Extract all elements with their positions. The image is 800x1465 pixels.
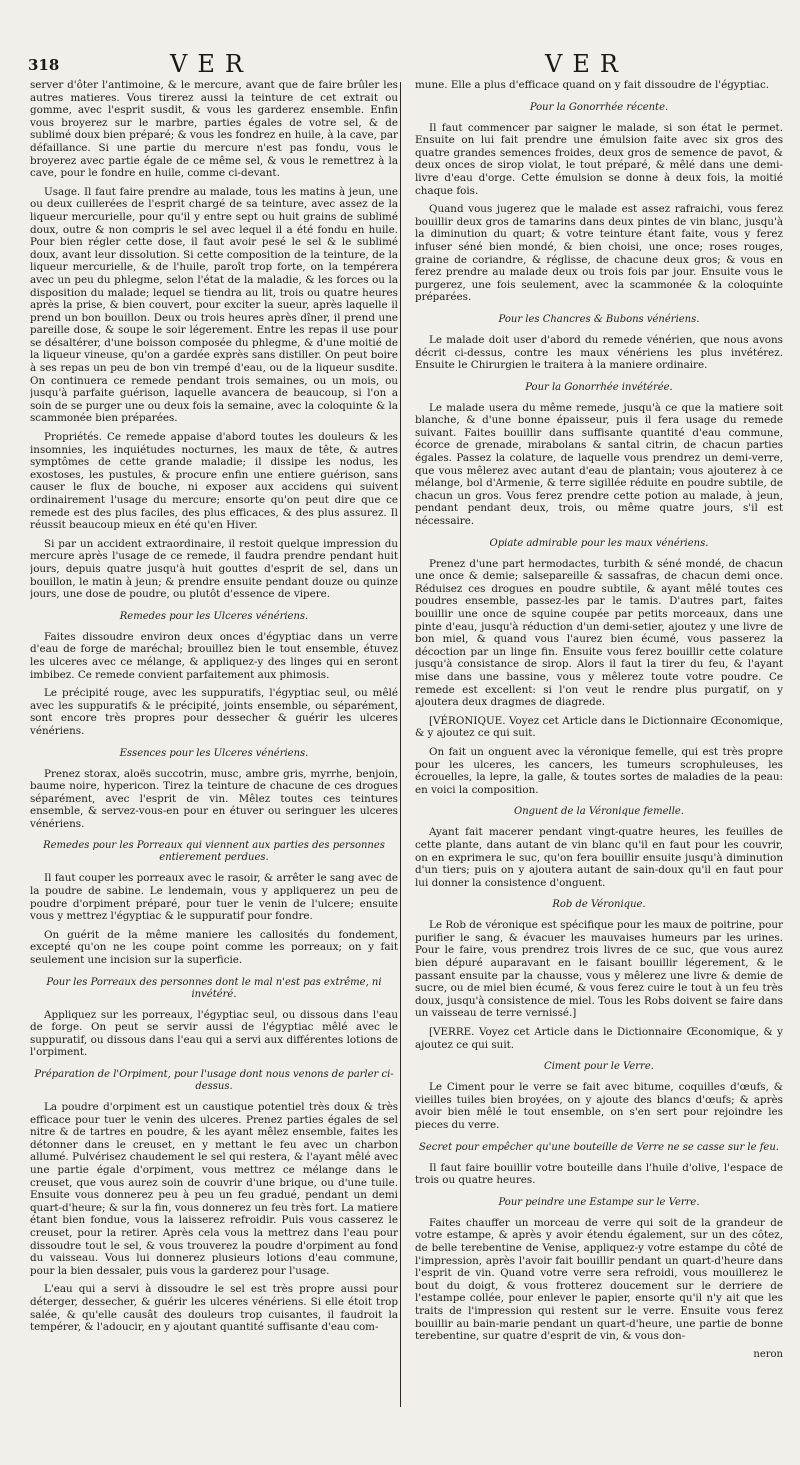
paragraph: On fait un onguent avec la véronique femelle, qui est très propre pour les ulceres, les cancers, les tumeurs scrophuleuses, les écrouelles, la lepre, la galle, & toutes sortes de maladies de la peau: en voici la composition.	[415, 745, 783, 796]
page-number: 318	[28, 56, 60, 74]
section-heading: Onguent de la Véronique femelle.	[514, 806, 684, 818]
section-heading: Pour les Porreaux des personnes dont le mal n'est pas extrême, ni invétéré.	[46, 976, 382, 1000]
running-head-left: VER	[170, 50, 253, 78]
paragraph: La poudre d'orpiment est un caustique potentiel très doux & très efficace pour tuer le venin des ulceres. Prenez parties égales de sel nitre & de tartres en poudre, & les ayant mêlez ensemble, faites les détonner dans le creuset, en y mettant le feu avec un charbon allumé. Pulvérisez chaudement le sel qui restera, & l'ayant mêlé avec une partie égale d'orpiment, vous mettrez ce mélange dans le creuset, que vous aurez soin de couvrir d'une brique, ou d'une tuile. Ensuite vous donnerez peu à peu un feu gradué, pendant un demi quart-d'heure; & sur la fin, vous donnerez un feu très fort. La matiere étant bien fondue, vous la laisserez refroidir. Puis vous casserez le creuset, pour la retirer. Après cela vous la mettrez dans l'eau pour dissoudre tout le sel, & vous trouverez la poudre d'orpiment au fond du vaisseau. Vous lui donnerez plusieurs lotions d'eau commune, pour la bien dessaler, puis vous la garderez pour l'usage.	[30, 1101, 398, 1277]
right-column	[415, 79, 783, 1424]
paragraph: Quand vous jugerez que le malade est assez rafraichi, vous ferez bouillir deux gros de tamarins dans deux pintes de vin blanc, jusqu'à la diminution du quart; & votre teinture étant faite, vous y ferez infuser séné bien mondé, & bien choisi, une once; roses rouges, graine de coriandre, & réglisse, de chacune deux gros; & vous en ferez prendre au malade deux ou trois fois par jour. Ensuite vous le purgerez, une fois seulement, avec la scammonée & la coloquinte préparées.	[415, 203, 783, 304]
section-heading: Pour la Gonorrhée récente.	[529, 101, 669, 113]
paragraph: Le précipité rouge, avec les suppuratifs, l'égyptiac seul, ou mêlé avec les suppuratifs & le précipité, joints ensemble, ou séparément, sont encore très propres pour dessecher & guérir les ulceres vénériens.	[30, 687, 398, 737]
paragraph: Si par un accident extraordinaire, il restoit quelque impression du mercure après l'usage de ce remede, il faudra prendre pendant huit jours, depuis quatre jusqu'à huit gouttes d'esprit de sel, dans un bouillon, le matin à jeun; & prendre ensuite pendant douze ou quinze jours, une dose de poudre, ou plutôt d'essence de vipere.	[30, 537, 398, 601]
paragraph: server d'ôter l'antimoine, & le mercure, avant que de faire brûler les autres matieres. Vous tirerez aussi la teinture de cet extrait ou gomme, avec l'esprit susdit, & vous les garderez ensemble. Enfin vous broyerez sur le marbre, parties égales de votre sel, & de sublimé doux bien préparé; & vous les fondrez en huile, à la cave, par défaillance. Si une partie du mercure n'est pas fondu, vous le broyerez avec partie égale de ce même sel, & vous le remettrez à la cave, pour le fondre en huile, comme ci-devant.	[30, 79, 398, 180]
paragraph: Le Rob de véronique est spécifique pour les maux de poitrine, pour purifier le sang, & évacuer les mauvaises humeurs par les urines. Pour le faire, vous prendrez trois livres de ce suc, que vous aurez bien dépuré auparavant en le faisant bouillir légerement, & le passant ensuite par la chausse, vous y mêlerez une livre & demie de sucre, ou de miel bien écumé, & vous ferez cuire le tout à un feu très doux, jusqu'à consistence de miel. Tous les Robs doivent se faire dans un vaisseau de terre vernissé.]	[415, 919, 783, 1020]
paragraph: Il faut couper les porreaux avec le rasoir, & arrêter le sang avec de la poudre de sabine. Le lendemain, vous y appliquerez un peu de poudre d'orpiment préparé, pour tuer le venin de l'ulcere; ensuite vous y mettrez l'égyptiac & le suppuratif pour fondre.	[30, 872, 398, 923]
paragraph: [VÉRONIQUE. Voyez cet Article dans le Dictionnaire Œconomique, & y ajoutez ce qui suit.	[415, 714, 783, 740]
paragraph: Le Ciment pour le verre se fait avec bitume, coquilles d'œufs, & vieilles tuiles bien broyées, on y ajoute des blancs d'œufs; & après avoir bien mêlé le tout ensemble, on s'en sert pour rejoindre les pieces du verre.	[415, 1081, 783, 1131]
catchword: neron	[753, 1348, 783, 1360]
paragraph: Prenez d'une part hermodactes, turbith & séné mondé, de chacun une once & demie; salsepareille & sassafras, de chacun demi once. Réduisez ces drogues en poudre subtile, & ayant mêlé toutes ces poudres ensemble, passez-les par le tamis. D'autres part, faites bouillir une once de squine coupée par petits morceaux, dans une pinte d'eau, jusqu'à réduction d'un demi-setier, ajoutez y une livre de bon miel, & quand vous l'aurez bien écumé, vous passerez la décoction par un linge fin. Ensuite vous ferez bouillir cette colature jusqu'à consistance de sirop. Alors il faut la tirer du feu, & l'ayant mise dans une bassine, vous y mêlerez toute votre poudre. Ce remede est excellent: si l'on veut le rendre plus purgatif, on y ajoutera deux dragmes de diagrede.	[415, 557, 783, 709]
paragraph: [VERRE. Voyez cet Article dans le Dictionnaire Œconomique, & y ajoutez ce qui suit.	[415, 1026, 783, 1051]
section-heading: Pour les Chancres & Bubons vénériens.	[498, 313, 700, 325]
running-head-right: VER	[545, 50, 628, 78]
paragraph: Propriétés. Ce remede appaise d'abord toutes les douleurs & les insomnies, les inquiétudes nocturnes, les maux de tête, & autres symptômes de cette grande maladie; il dissipe les nodus, les exostoses, les pustules, & procure enfin une entiere guérison, sans causer le flux de bouche, ni exposer aux accidens qui suivent ordinairement l'usage du mercure; ensorte qu'on peut dire que ce remede est des plus faciles, des plus efficaces, & des plus assurez. Il réussit beaucoup mieux en été qu'en Hiver.	[30, 431, 398, 532]
section-heading: Essences pour les Ulceres vénériens.	[119, 747, 309, 759]
section-heading: Pour peindre une Estampe sur le Verre.	[498, 1196, 700, 1208]
section-heading: Ciment pour le Verre.	[544, 1061, 654, 1073]
paragraph: Le malade doit user d'abord du remede vénérien, que nous avons décrit ci-dessus, contre les maux vénériens les plus invétérez. Ensuite le Chirurgien le traitera à la maniere ordinaire.	[415, 333, 783, 372]
paragraph: Il faut faire bouillir votre bouteille dans l'huile d'olive, l'espace de trois ou quatre heures.	[415, 1161, 783, 1187]
paragraph: Prenez storax, aloës succotrin, musc, ambre gris, myrrhe, benjoin, baume noire, hypericon. Tirez la teinture de chacune de ces drogues séparément, avec l'esprit de vin. Mêlez toutes ces teintures ensemble, & servez-vous-en pour en étuver ou seringuer les ulceres vénériens.	[30, 767, 398, 830]
paragraph: Le malade usera du même remede, jusqu'à ce que la matiere soit blanche, & d'une bonne épaisseur, puis il fera usage du remede suivant. Faites bouillir dans suffisante quantité d'eau commune, écorce de grenade, mirabolans & santal citrin, de chacun parties égales. Passez la colature, de laquelle vous prendrez un demi-verre, que vous mêlerez avec autant d'eau de plantain; vous ajouterez à ce mélange, bol d'Armenie, & terre sigillée réduite en poudre subtile, de chacun un gros. Vous ferez prendre cette potion au malade, à jeun, pendant pendant deux, trois, ou même quatre jours, s'il est nécessaire.	[415, 401, 783, 528]
section-heading: Remedes pour les Porreaux qui viennent aux parties des personnes entierement perdues.	[43, 840, 385, 864]
paragraph: Faites dissoudre environ deux onces d'égyptiac dans un verre d'eau de forge de maréchal; brouillez bien le tout ensemble, étuvez les ulceres avec ce mélange, & appliquez-y des linges qui en seront imbibez. Ce remede convient parfaitement aux phimosis.	[30, 630, 398, 681]
paragraph: On guérit de la même maniere les callosités du fondement, excepté qu'on ne les coupe point comme les porreaux; on y fait seulement une incision sur la superficie.	[30, 928, 398, 967]
section-heading: Rob de Véronique.	[552, 899, 646, 911]
paragraph: Faites chauffer un morceau de verre qui soit de la grandeur de votre estampe, & après y avoir étendu également, sur un des côtez, de belle terebentine de Venise, appliquez-y votre estampe du côté de l'impression, après l'avoir fait bouillir pendant un quart-d'heure dans l'esprit de vin. Quand votre verre sera refroidi, vous mouillerez le bout du doigt, & vous frotterez doucement sur le derriere de l'estampe collée, pour enlever le papier, ensorte qu'il n'y ait que les traits de l'impression qui restent sur le verre. Ensuite vous ferez bouillir au bain-marie pendant un quart-d'heure, une partie de bonne terebentine, sur quatre d'esprit de vin, & vous don-	[415, 1216, 783, 1343]
column-divider	[400, 82, 401, 1407]
paragraph: L'eau qui a servi à dissoudre le sel est très propre aussi pour déterger, dessecher, & guérir les ulceres vénériens. Si elle étoit trop salée, & qu'elle causât des douleurs trop cuisantes, il faudroit la tempérer, & l'adoucir, en y ajoutant quantité suffisante d'eau com-	[30, 1283, 398, 1334]
paragraph: Usage. Il faut faire prendre au malade, tous les matins à jeun, une ou deux cuillerées de l'esprit chargé de sa teinture, avec assez de la liqueur mercurielle, pour qu'il y entre sept ou huit grains de sublimé doux, outre & non compris le sel avec lequel il a été fondu en huile. Pour bien régler cette dose, il faut avoir pesé le sel & le sublimé doux, avant leur dissolution. Si cette composition de la teinture, de la liqueur mercurielle, & de l'huile, paroît trop forte, on la tempérera avec un peu du phlegme, selon l'état de la maladie, & les forces ou la disposition du malade; lequel se tiendra au lit, trois ou quatre heures après la prise, & bien couvert, pour exciter la sueur, après laquelle il prend un bon bouillon. Deux ou trois heures après dîner, il prend une pareille dose, & soupe le soir légerement. Entre les repas il use pour se désaltérer, d'une boisson composée du phlegme, & d'une moitié de la liqueur vineuse, qu'on a gardée exprès sans distiller. On peut boire à ses repas un peu de bon vin trempé d'eau, ou de la liqueur susdite. On continuera ce remede pendant trois semaines, ou un mois, ou jusqu'à parfaite guérison, laquelle avancera de beaucoup, si l'on a soin de se purger une ou deux fois la semaine, avec la coloquinte & la scammonée bien préparées.	[30, 185, 398, 425]
paragraph: Appliquez sur les porreaux, l'égyptiac seul, ou dissous dans l'eau de forge. On peut se servir aussi de l'égyptiac mêlé avec le suppuratif, ou dissous dans l'eau qui a servi aux différentes lotions de l'orpiment.	[30, 1008, 398, 1059]
left-column	[30, 79, 398, 1424]
section-heading: Préparation de l'Orpiment, pour l'usage dont nous venons de parler ci-dessus.	[34, 1069, 394, 1092]
page-header	[0, 50, 800, 80]
paragraph: mune. Elle a plus d'efficace quand on y fait dissoudre de l'égyptiac.	[415, 79, 770, 91]
paragraph: Il faut commencer par saigner le malade, si son état le permet. Ensuite on lui fait prendre une émulsion faite avec six gros des quatre grandes semences froides, deux gros de semence de pavot, & deux onces de sirop violat, le tout préparé, & mêlé dans une demi-livre d'eau d'orge. Cette émulsion se donne à deux fois, la moitié chaque fois.	[415, 121, 783, 197]
paragraph: Ayant fait macerer pendant vingt-quatre heures, les feuilles de cette plante, dans autant de vin blanc qu'il en faut pour les couvrir, on en exprimera le suc, qu'on fera bouillir ensuite jusqu'à diminution d'un tiers; puis on y ajoutera autant de sain-doux qu'il en faut pour lui donner la consistence d'onguent.	[415, 826, 783, 889]
section-heading: Remedes pour les Ulceres vénériens.	[119, 610, 309, 622]
section-heading: Pour la Gonorrhée invétérée.	[525, 381, 673, 393]
section-heading: Secret pour empêcher qu'une bouteille de Verre ne se casse sur le feu.	[419, 1141, 779, 1153]
section-heading: Opiate admirable pour les maux vénériens.	[489, 537, 709, 549]
